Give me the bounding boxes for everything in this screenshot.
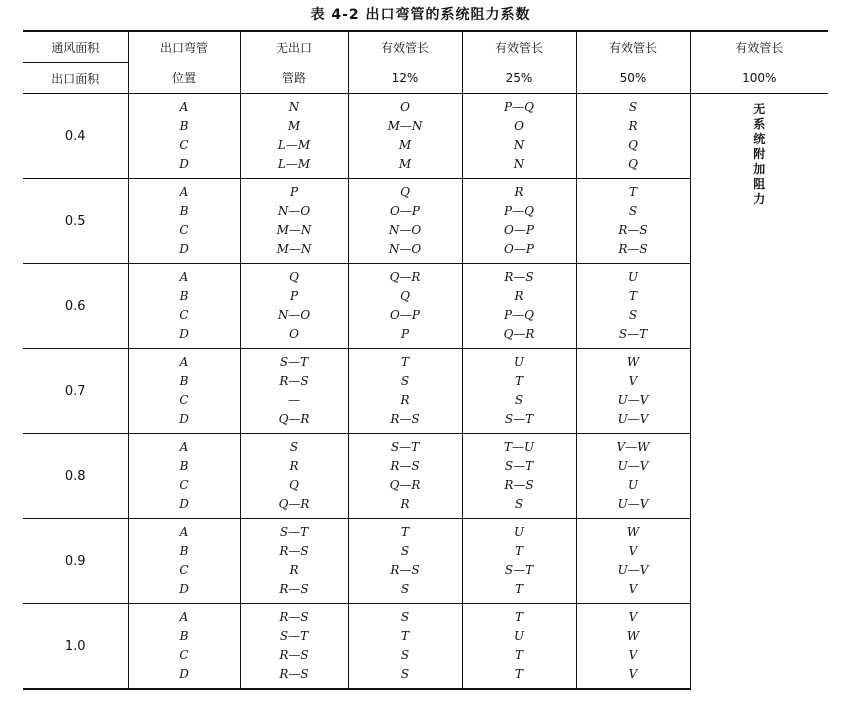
none-value: Q bbox=[289, 478, 299, 492]
eff12-value: Q—R bbox=[389, 270, 421, 284]
eff25-value: T bbox=[514, 582, 523, 596]
pos-value: C bbox=[179, 563, 189, 577]
eff25-value: T—U bbox=[503, 440, 535, 454]
eff50-value: W bbox=[626, 355, 640, 369]
pos-value: A bbox=[179, 185, 189, 199]
eff25-value: U bbox=[513, 629, 525, 643]
pos-value: B bbox=[179, 289, 189, 303]
eff50-value: V bbox=[628, 667, 638, 681]
eff50-value: Q bbox=[628, 138, 638, 152]
eff12-value: M bbox=[398, 157, 412, 171]
none-cell bbox=[240, 519, 348, 604]
pos-value: B bbox=[179, 629, 189, 643]
eff12-value: R—S bbox=[390, 459, 420, 473]
table-row bbox=[23, 94, 828, 179]
eff25-cell bbox=[462, 604, 576, 690]
eff50-value: V bbox=[628, 582, 638, 596]
pos-value: C bbox=[179, 223, 189, 237]
eff50-cell bbox=[576, 434, 690, 519]
eff50-value: T bbox=[628, 289, 637, 303]
none-value: M—N bbox=[276, 223, 312, 237]
none-value: R—S bbox=[279, 610, 309, 624]
none-value: R—S bbox=[279, 544, 309, 558]
header-eff25-value: 25% bbox=[462, 63, 576, 94]
none-value: Q—R bbox=[278, 497, 310, 511]
pos-value: D bbox=[179, 327, 189, 341]
eff50-value: W bbox=[626, 629, 640, 643]
eff50-value: R—S bbox=[618, 242, 648, 256]
note-char: 无 bbox=[753, 102, 766, 116]
pos-cell bbox=[128, 519, 240, 604]
eff50-cell bbox=[576, 94, 690, 179]
eff12-value: N—O bbox=[388, 223, 422, 237]
header-eff100-value: 100% bbox=[690, 63, 828, 94]
pos-value: C bbox=[179, 308, 189, 322]
note-char: 力 bbox=[753, 192, 766, 206]
none-cell bbox=[240, 604, 348, 690]
eff50-cell bbox=[576, 264, 690, 349]
eff25-value: Q—R bbox=[503, 327, 535, 341]
pos-value: B bbox=[179, 119, 189, 133]
eff50-value: U—V bbox=[617, 393, 649, 407]
eff25-cell bbox=[462, 179, 576, 264]
eff25-value: T bbox=[514, 544, 523, 558]
eff25-value: R—S bbox=[504, 478, 534, 492]
eff50-value: S bbox=[628, 100, 638, 114]
eff12-value: R bbox=[400, 393, 410, 407]
eff12-value: M—N bbox=[387, 119, 423, 133]
eff12-cell bbox=[348, 604, 462, 690]
eff50-cell bbox=[576, 519, 690, 604]
header-area-bottom: 出口面积 bbox=[23, 63, 128, 94]
area-ratio-cell: 0.5 bbox=[23, 179, 128, 264]
pos-value: B bbox=[179, 459, 189, 473]
none-value: P bbox=[289, 185, 299, 199]
eff12-value: S bbox=[400, 544, 410, 558]
note-char: 阻 bbox=[753, 177, 766, 191]
pos-value: D bbox=[179, 497, 189, 511]
pos-value: C bbox=[179, 393, 189, 407]
header-pos-line1: 出口弯管 bbox=[128, 31, 240, 63]
eff25-value: O—P bbox=[504, 223, 534, 237]
eff12-cell bbox=[348, 434, 462, 519]
eff50-cell bbox=[576, 179, 690, 264]
none-value: N bbox=[288, 100, 300, 114]
eff50-cell bbox=[576, 604, 690, 690]
eff12-cell bbox=[348, 264, 462, 349]
header-row-1 bbox=[23, 31, 828, 63]
eff12-value: M bbox=[398, 138, 412, 152]
eff25-value: R bbox=[514, 185, 524, 199]
eff25-value: R—S bbox=[504, 270, 534, 284]
eff50-value: S—T bbox=[618, 327, 648, 341]
eff25-value: S—T bbox=[504, 459, 534, 473]
header-eff50-label: 有效管长 bbox=[576, 31, 690, 63]
eff50-value: V bbox=[628, 648, 638, 662]
header-row-2 bbox=[23, 63, 828, 94]
eff25-value: N bbox=[513, 138, 525, 152]
eff25-value: O bbox=[514, 119, 524, 133]
eff12-value: O—P bbox=[390, 204, 420, 218]
area-ratio-cell: 0.6 bbox=[23, 264, 128, 349]
pos-value: D bbox=[179, 582, 189, 596]
none-value: — bbox=[288, 393, 300, 407]
eff25-value: P—Q bbox=[504, 100, 534, 114]
eff12-value: S bbox=[400, 582, 410, 596]
eff12-value: Q bbox=[400, 289, 410, 303]
eff25-value: N bbox=[513, 157, 525, 171]
eff25-cell bbox=[462, 349, 576, 434]
header-area-top: 通风面积 bbox=[23, 31, 128, 63]
pos-cell bbox=[128, 434, 240, 519]
pos-value: D bbox=[179, 412, 189, 426]
none-cell bbox=[240, 349, 348, 434]
eff12-cell bbox=[348, 349, 462, 434]
eff25-value: P—Q bbox=[504, 308, 534, 322]
eff50-value: U bbox=[627, 478, 639, 492]
header-eff25-label: 有效管长 bbox=[462, 31, 576, 63]
none-value: M—N bbox=[276, 242, 312, 256]
eff12-value: S bbox=[400, 667, 410, 681]
area-ratio-cell: 1.0 bbox=[23, 604, 128, 690]
eff25-cell bbox=[462, 94, 576, 179]
none-cell bbox=[240, 94, 348, 179]
pos-value: B bbox=[179, 204, 189, 218]
none-value: R—S bbox=[279, 582, 309, 596]
eff12-value: R—S bbox=[390, 563, 420, 577]
eff12-value: Q—R bbox=[389, 478, 421, 492]
pos-value: C bbox=[179, 648, 189, 662]
eff50-value: R bbox=[628, 119, 638, 133]
eff12-value: P bbox=[400, 327, 410, 341]
area-ratio-cell: 0.9 bbox=[23, 519, 128, 604]
eff25-cell bbox=[462, 434, 576, 519]
none-value: S—T bbox=[279, 355, 309, 369]
none-value: L—M bbox=[277, 157, 311, 171]
eff12-value: O bbox=[400, 100, 410, 114]
eff12-value: R bbox=[400, 497, 410, 511]
eff50-value: U—V bbox=[617, 412, 649, 426]
eff50-value: V bbox=[628, 374, 638, 388]
pos-value: A bbox=[179, 270, 189, 284]
pos-value: D bbox=[179, 242, 189, 256]
area-ratio-cell: 0.8 bbox=[23, 434, 128, 519]
header-eff100-label: 有效管长 bbox=[690, 31, 828, 63]
eff50-value: U—V bbox=[617, 563, 649, 577]
eff12-value: S bbox=[400, 374, 410, 388]
eff12-value: Q bbox=[400, 185, 410, 199]
pos-cell bbox=[128, 604, 240, 690]
header-eff12-label: 有效管长 bbox=[348, 31, 462, 63]
eff12-cell bbox=[348, 94, 462, 179]
eff25-value: T bbox=[514, 610, 523, 624]
none-value: L—M bbox=[277, 138, 311, 152]
eff50-value: S bbox=[628, 204, 638, 218]
pos-value: A bbox=[179, 355, 189, 369]
eff25-value: T bbox=[514, 667, 523, 681]
eff12-value: T bbox=[400, 355, 409, 369]
none-value: N—O bbox=[277, 204, 311, 218]
eff50-value: U bbox=[627, 270, 639, 284]
area-ratio-cell: 0.4 bbox=[23, 94, 128, 179]
header-none-line2: 管路 bbox=[240, 63, 348, 94]
eff12-value: T bbox=[400, 629, 409, 643]
none-value: S—T bbox=[279, 525, 309, 539]
eff25-value: S—T bbox=[504, 563, 534, 577]
eff25-cell bbox=[462, 264, 576, 349]
eff50-value: V bbox=[628, 544, 638, 558]
table-title: 表 4-2 出口弯管的系统阻力系数 bbox=[310, 7, 531, 23]
eff12-value: S bbox=[400, 610, 410, 624]
note-char: 系 bbox=[753, 117, 766, 131]
none-cell bbox=[240, 179, 348, 264]
eff25-value: R bbox=[514, 289, 524, 303]
eff12-value: T bbox=[400, 525, 409, 539]
none-value: R—S bbox=[279, 374, 309, 388]
header-eff50-value: 50% bbox=[576, 63, 690, 94]
eff50-value: T bbox=[628, 185, 637, 199]
eff25-value: U bbox=[513, 355, 525, 369]
area-ratio-cell: 0.7 bbox=[23, 349, 128, 434]
none-value: Q—R bbox=[278, 412, 310, 426]
eff100-note-cell bbox=[690, 94, 828, 690]
none-value: R—S bbox=[279, 667, 309, 681]
none-value: O bbox=[289, 327, 299, 341]
eff12-value: S bbox=[400, 648, 410, 662]
none-value: Q bbox=[289, 270, 299, 284]
pos-cell bbox=[128, 349, 240, 434]
eff50-cell bbox=[576, 349, 690, 434]
eff25-value: T bbox=[514, 648, 523, 662]
eff25-value: T bbox=[514, 374, 523, 388]
resistance-table bbox=[23, 30, 828, 690]
eff12-value: R—S bbox=[390, 412, 420, 426]
none-cell bbox=[240, 434, 348, 519]
none-value: S bbox=[289, 440, 299, 454]
eff50-value: U—V bbox=[617, 459, 649, 473]
none-value: R—S bbox=[279, 648, 309, 662]
eff25-value: S—T bbox=[504, 412, 534, 426]
eff25-value: O—P bbox=[504, 242, 534, 256]
pos-value: D bbox=[179, 157, 189, 171]
eff12-value: S—T bbox=[390, 440, 420, 454]
none-value: S—T bbox=[279, 629, 309, 643]
eff25-value: S bbox=[514, 497, 524, 511]
none-cell bbox=[240, 264, 348, 349]
pos-value: A bbox=[179, 525, 189, 539]
eff25-value: P—Q bbox=[504, 204, 534, 218]
none-value: M bbox=[287, 119, 301, 133]
pos-value: A bbox=[179, 100, 189, 114]
none-value: P bbox=[289, 289, 299, 303]
eff50-value: V bbox=[628, 610, 638, 624]
header-none-line1: 无出口 bbox=[240, 31, 348, 63]
pos-value: B bbox=[179, 374, 189, 388]
eff12-cell bbox=[348, 179, 462, 264]
none-value: R bbox=[289, 459, 299, 473]
note-char: 附 bbox=[753, 147, 766, 161]
eff25-cell bbox=[462, 519, 576, 604]
pos-value: A bbox=[179, 440, 189, 454]
note-char: 统 bbox=[753, 132, 766, 146]
pos-cell bbox=[128, 94, 240, 179]
eff50-value: V—W bbox=[616, 440, 650, 454]
pos-value: C bbox=[179, 478, 189, 492]
eff12-value: N—O bbox=[388, 242, 422, 256]
none-value: N—O bbox=[277, 308, 311, 322]
eff12-cell bbox=[348, 519, 462, 604]
eff50-value: W bbox=[626, 525, 640, 539]
pos-cell bbox=[128, 179, 240, 264]
eff50-value: S bbox=[628, 308, 638, 322]
header-eff12-value: 12% bbox=[348, 63, 462, 94]
pos-value: C bbox=[179, 138, 189, 152]
note-char: 加 bbox=[753, 162, 766, 176]
header-pos-line2: 位置 bbox=[128, 63, 240, 94]
pos-value: A bbox=[179, 610, 189, 624]
eff12-value: O—P bbox=[390, 308, 420, 322]
pos-value: B bbox=[179, 544, 189, 558]
pos-cell bbox=[128, 264, 240, 349]
eff50-value: U—V bbox=[617, 497, 649, 511]
eff50-value: R—S bbox=[618, 223, 648, 237]
eff25-value: U bbox=[513, 525, 525, 539]
none-value: R bbox=[289, 563, 299, 577]
eff50-value: Q bbox=[628, 157, 638, 171]
pos-value: D bbox=[179, 667, 189, 681]
eff25-value: S bbox=[514, 393, 524, 407]
